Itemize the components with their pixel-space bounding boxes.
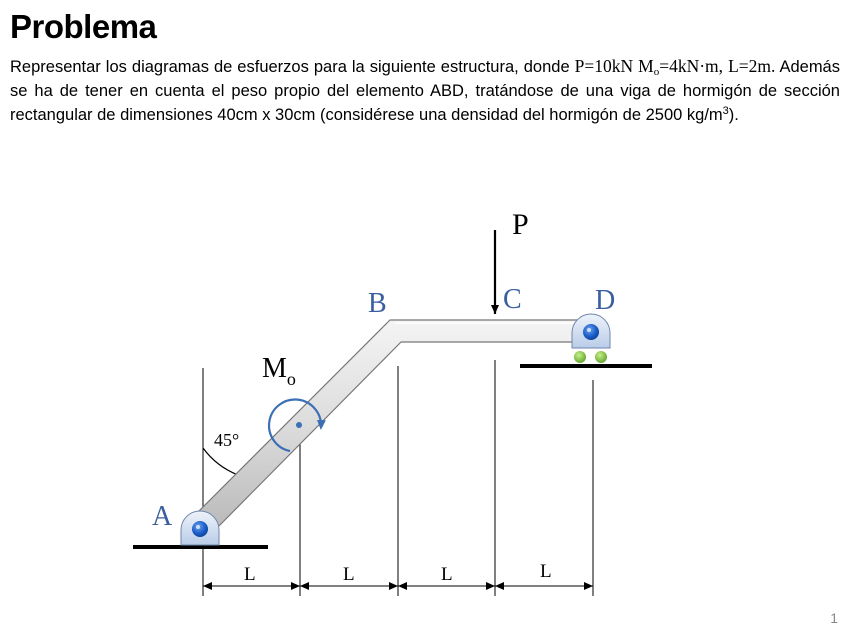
pin-d-icon — [583, 324, 599, 340]
dim-label-4: L — [540, 561, 552, 582]
l-value: L=2m. — [728, 56, 776, 76]
angle-arc — [203, 448, 238, 475]
dim-label-1: L — [244, 564, 256, 585]
angle-label: 45° — [214, 430, 240, 450]
roller-support-d — [572, 314, 610, 363]
moment-subscript: o — [286, 369, 296, 389]
cubic-superscript: 3 — [722, 105, 729, 117]
mo-subscript: o — [653, 66, 660, 78]
point-label-d: D — [595, 285, 616, 316]
statement-text-1: Representar los diagramas de esfuerzos para la siguiente estructura, donde — [10, 58, 575, 76]
statement-text-3: ). — [728, 106, 739, 124]
page-number: 1 — [830, 610, 838, 626]
pin-a-icon — [192, 521, 208, 537]
point-label-c: C — [503, 284, 522, 315]
mo-number: =4kN·m, — [659, 56, 724, 76]
dim-label-2: L — [343, 564, 355, 585]
dim-label-3: L — [441, 564, 453, 585]
mo-symbol: M — [638, 56, 654, 76]
moment-label — [262, 353, 296, 389]
roller-right-icon — [595, 351, 607, 363]
beam — [193, 320, 593, 533]
point-label-b: B — [368, 288, 387, 319]
pin-support-a — [181, 511, 219, 545]
p-value: P=10kN — [574, 56, 634, 76]
roller-left-icon — [574, 351, 586, 363]
statement-text-2: Además se ha de tener en cuenta el peso propio del elemento ABD, tratándose de una viga de hormigón de sección rectangular de dimensiones 40cm x 30cm (considérese una densidad del hormigón de 2500 kg/m — [10, 58, 840, 124]
point-label-a: A — [152, 501, 173, 532]
moment-symbol-text: M — [262, 353, 287, 384]
page-title: Problema — [10, 8, 157, 45]
load-label: P — [512, 208, 529, 241]
